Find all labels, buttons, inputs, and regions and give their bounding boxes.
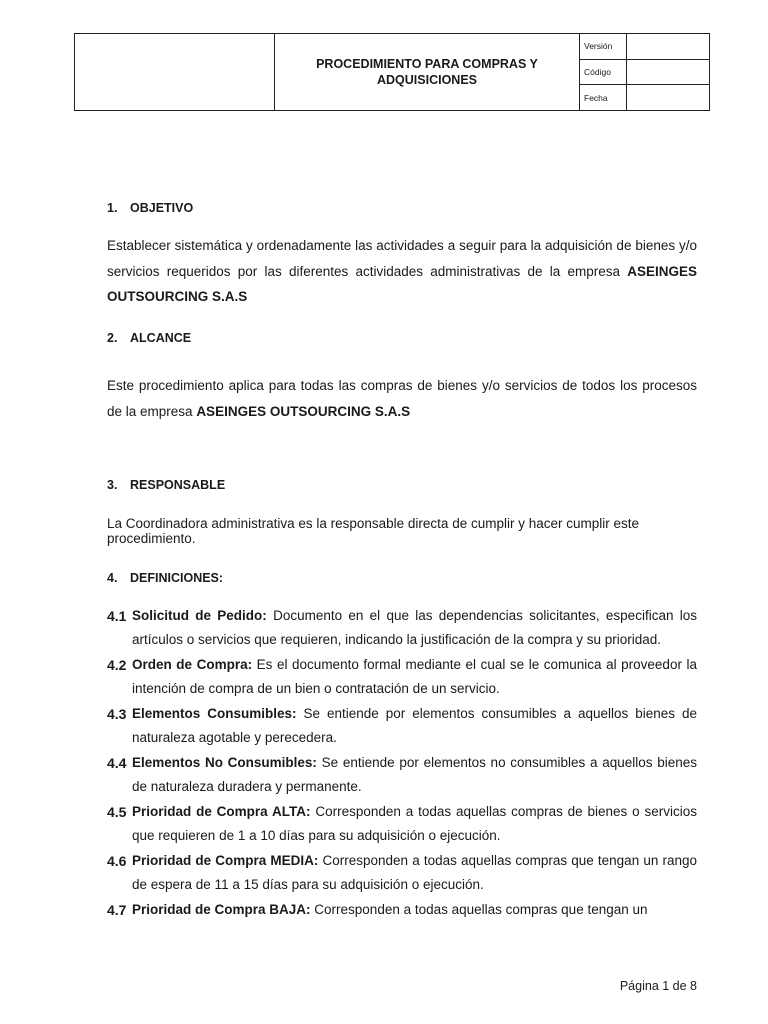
definition-item bbox=[107, 800, 697, 848]
definition-term: Prioridad de Compra MEDIA: bbox=[132, 853, 319, 868]
definition-number: 4.1 bbox=[107, 608, 127, 624]
document-header-table bbox=[74, 33, 710, 111]
definition-term: Prioridad de Compra ALTA: bbox=[132, 804, 311, 819]
definition-item bbox=[107, 653, 697, 701]
definition-item bbox=[107, 751, 697, 799]
section-number: 1. bbox=[107, 201, 118, 215]
meta-label-version: Versión bbox=[580, 34, 627, 59]
definition-text: Se entiende por elementos no consumibles a aquellos bienes de naturaleza duradera y permanente. bbox=[132, 755, 697, 794]
section-heading-objetivo bbox=[107, 201, 193, 215]
logo-cell bbox=[75, 34, 275, 110]
definition-text: Corresponden a todas aquellas compras que tengan un rango de espera de 11 a 15 días para su adquisición o ejecución. bbox=[132, 853, 697, 892]
body-text: Este procedimiento aplica para todas las compras de bienes y/o servicios de todos los procesos de la empresa bbox=[107, 378, 697, 419]
definition-item bbox=[107, 702, 697, 750]
section-body-alcance bbox=[107, 373, 697, 424]
definition-term: Elementos Consumibles: bbox=[132, 706, 297, 721]
definition-number: 4.6 bbox=[107, 853, 127, 869]
meta-label-date: Fecha bbox=[580, 85, 627, 110]
meta-row-code bbox=[580, 60, 709, 86]
section-heading-definiciones bbox=[107, 571, 223, 585]
section-body-objetivo bbox=[107, 233, 697, 310]
definition-number: 4.7 bbox=[107, 902, 127, 918]
company-name: ASEINGES OUTSOURCING S.A.S bbox=[196, 403, 411, 419]
definition-text: Es el documento formal mediante el cual se le comunica al proveedor la intención de compra de un bien o contratación de un servicio. bbox=[132, 657, 698, 696]
section-number: 2. bbox=[107, 331, 118, 345]
section-title: ALCANCE bbox=[130, 331, 192, 345]
page-number: Página 1 de 8 bbox=[619, 979, 697, 993]
definition-number: 4.4 bbox=[107, 755, 127, 771]
section-number: 3. bbox=[107, 478, 118, 492]
definition-term: Prioridad de Compra BAJA: bbox=[132, 902, 311, 917]
definition-term: Orden de Compra: bbox=[132, 657, 253, 672]
document-meta bbox=[580, 34, 709, 110]
meta-row-date bbox=[580, 85, 709, 110]
definition-number: 4.2 bbox=[107, 657, 127, 673]
section-heading-responsable bbox=[107, 478, 225, 492]
definition-number: 4.5 bbox=[107, 804, 127, 820]
definition-term: Solicitud de Pedido: bbox=[132, 608, 267, 623]
company-name: ASEINGES OUTSOURCING S.A.S bbox=[107, 263, 697, 304]
body-text: Establecer sistemática y ordenadamente las actividades a seguir para la adquisición de bienes y/o servicios requeridos por las diferentes actividades administrativas de la empresa bbox=[107, 238, 697, 279]
section-heading-alcance bbox=[107, 331, 191, 345]
section-number: 4. bbox=[107, 571, 118, 585]
definition-number: 4.3 bbox=[107, 706, 127, 722]
definition-item bbox=[107, 604, 697, 652]
definition-term: Elementos No Consumibles: bbox=[132, 755, 317, 770]
document-title: PROCEDIMIENTO PARA COMPRAS Y ADQUISICIONES bbox=[275, 34, 580, 110]
definition-item bbox=[107, 849, 697, 897]
meta-value-version bbox=[627, 34, 709, 59]
definition-text: Se entiende por elementos consumibles a aquellos bienes de naturaleza agotable y perecedera. bbox=[132, 706, 697, 745]
meta-row-version bbox=[580, 34, 709, 60]
section-title: OBJETIVO bbox=[130, 201, 194, 215]
section-title: DEFINICIONES: bbox=[130, 571, 224, 585]
definition-text: Corresponden a todas aquellas compras que tengan un bbox=[310, 902, 648, 917]
definition-text: Corresponden a todas aquellas compras de bienes o servicios que requieren de 1 a 10 días para su adquisición o ejecución. bbox=[132, 804, 697, 843]
section-title: RESPONSABLE bbox=[130, 478, 226, 492]
meta-label-code: Código bbox=[580, 60, 627, 85]
section-body-responsable bbox=[107, 516, 697, 546]
definition-text: Documento en el que las dependencias solicitantes, especifican los artículos o servicios que requieren, indicando la justificación de la compra y su prioridad. bbox=[132, 608, 697, 647]
body-text: La Coordinadora administrativa es la responsable directa de cumplir y hacer cumplir este procedimiento. bbox=[107, 516, 640, 546]
meta-value-date bbox=[627, 85, 709, 110]
meta-value-code bbox=[627, 60, 709, 85]
definition-item bbox=[107, 898, 697, 922]
